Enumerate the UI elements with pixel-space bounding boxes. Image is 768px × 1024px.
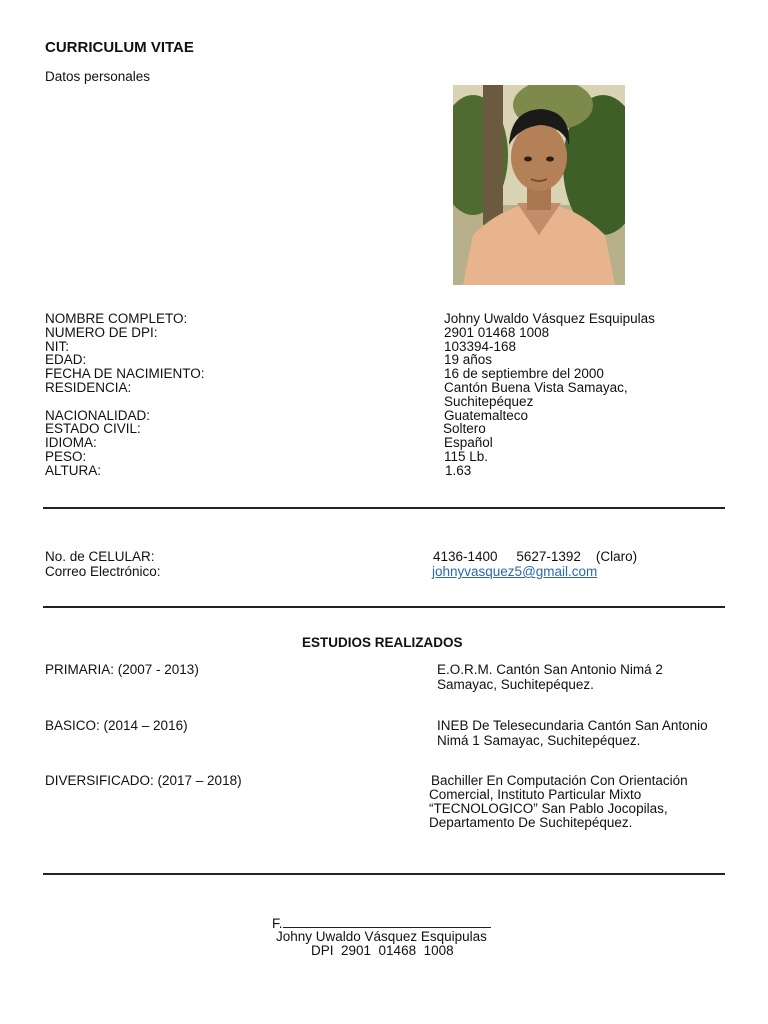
page-title: CURRICULUM VITAE: [45, 39, 194, 56]
label-nit: NIT:: [45, 339, 70, 354]
value-idioma: Español: [444, 435, 493, 450]
label-edad: EDAD:: [45, 352, 87, 367]
value-nombre: Johny Uwaldo Vásquez Esquipulas: [444, 311, 655, 326]
label-dpi: NUMERO DE DPI:: [45, 325, 158, 340]
email-link[interactable]: johnyvasquez5@gmail.com: [432, 564, 598, 579]
signature-underline: [283, 915, 491, 928]
study-diversificado-label: DIVERSIFICADO: (2017 – 2018): [45, 773, 242, 788]
value-fecha-nacimiento: 16 de septiembre del 2000: [444, 366, 604, 381]
study-basico-label: BASICO: (2014 – 2016): [45, 718, 188, 733]
profile-photo: [453, 85, 625, 285]
value-altura: 1.63: [445, 463, 472, 478]
signature-dpi: DPI 2901 01468 1008: [311, 943, 454, 958]
studies-heading: ESTUDIOS REALIZADOS: [302, 635, 463, 650]
study-diversificado-line4: Departamento De Suchitepéquez.: [429, 815, 633, 830]
value-estado-civil: Soltero: [443, 421, 486, 436]
label-estado-civil: ESTADO CIVIL:: [45, 421, 141, 436]
label-peso: PESO:: [45, 449, 87, 464]
value-nacionalidad: Guatemalteco: [444, 408, 529, 423]
signature-prefix: F.: [272, 916, 283, 931]
study-basico-line1: INEB De Telesecundaria Cantón San Antonio: [437, 718, 708, 733]
divider-1: [43, 507, 725, 509]
label-nacionalidad: NACIONALIDAD:: [45, 408, 151, 423]
label-fecha-nacimiento: FECHA DE NACIMIENTO:: [45, 366, 205, 381]
study-primaria-line1: E.O.R.M. Cantón San Antonio Nimá 2: [437, 662, 663, 677]
value-residencia-line2: Suchitepéquez: [444, 394, 534, 409]
value-peso: 115 Lb.: [444, 449, 489, 464]
label-altura: ALTURA:: [45, 463, 102, 478]
value-residencia: Cantón Buena Vista Samayac,: [444, 380, 628, 395]
label-idioma: IDIOMA:: [45, 435, 97, 450]
label-celular: No. de CELULAR:: [45, 549, 155, 564]
value-celular: 4136-1400 5627-1392 (Claro): [433, 549, 638, 564]
label-correo: Correo Electrónico:: [45, 564, 161, 579]
value-dpi: 2901 01468 1008: [444, 325, 550, 340]
section-personal-heading: Datos personales: [45, 69, 151, 84]
divider-3: [43, 873, 725, 875]
signature-name: Johny Uwaldo Vásquez Esquipulas: [276, 929, 487, 944]
label-nombre: NOMBRE COMPLETO:: [45, 311, 188, 326]
study-primaria-line2: Samayac, Suchitepéquez.: [437, 677, 594, 692]
study-basico-line2: Nimá 1 Samayac, Suchitepéquez.: [437, 733, 641, 748]
value-edad: 19 años: [444, 352, 493, 367]
study-diversificado-line2: Comercial, Instituto Particular Mixto: [429, 787, 642, 802]
study-diversificado-line3: “TECNOLOGICO” San Pablo Jocopilas,: [429, 801, 668, 816]
label-residencia: RESIDENCIA:: [45, 380, 132, 395]
divider-2: [43, 606, 725, 608]
study-diversificado-line1: Bachiller En Computación Con Orientación: [431, 773, 688, 788]
value-nit: 103394-168: [444, 339, 517, 354]
study-primaria-label: PRIMARIA: (2007 - 2013): [45, 662, 199, 677]
